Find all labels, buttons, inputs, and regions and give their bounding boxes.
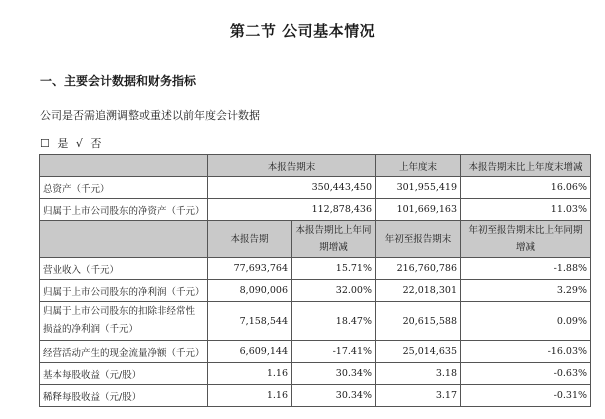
table-header-cell: 本报告期末比上年度末增减 <box>461 155 591 177</box>
check-mark-icon: √ <box>75 137 83 150</box>
table-cell: 16.06% <box>461 177 591 199</box>
table-row <box>40 221 591 258</box>
table-cell: 30.34% <box>292 363 376 385</box>
table-row <box>40 363 591 385</box>
table-cell: 3.18 <box>376 363 461 385</box>
row-label: 归属于上市公司股东的净资产（千元） <box>40 199 208 221</box>
row-label: 营业收入（千元） <box>40 258 208 280</box>
table-header-cell <box>40 155 208 177</box>
page-title: 第二节 公司基本情况 <box>229 22 376 40</box>
table-cell: -17.41% <box>292 341 376 363</box>
row-label: 经营活动产生的现金流量净额（千元） <box>40 341 208 363</box>
row-label: 归属于上市公司股东的扣除非经常性损益的净利润（千元） <box>40 302 208 341</box>
table-cell: 350,443,450 <box>208 177 376 199</box>
row-label: 总资产（千元） <box>40 177 208 199</box>
table-cell: 3.29% <box>461 280 591 302</box>
table-cell: 30.34% <box>292 385 376 407</box>
table-cell: -0.63% <box>461 363 591 385</box>
table-cell: 32.00% <box>292 280 376 302</box>
table-cell: 22,018,301 <box>376 280 461 302</box>
table-cell: 301,955,419 <box>376 177 461 199</box>
row-label: 稀释每股收益（元/股） <box>40 385 208 407</box>
table-cell: 216,760,786 <box>376 258 461 280</box>
table-cell: 1.16 <box>208 363 292 385</box>
table-header-cell: 上年度末 <box>376 155 461 177</box>
table-cell: -0.31% <box>461 385 591 407</box>
table-cell: 25,014,635 <box>376 341 461 363</box>
checkbox-icon: ☐ <box>40 137 50 150</box>
table-cell: 6,609,144 <box>208 341 292 363</box>
table-cell: 7,158,544 <box>208 302 292 341</box>
table-row <box>40 258 591 280</box>
restatement-question: 公司是否需追溯调整或重述以前年度会计数据 <box>40 109 260 122</box>
table-cell: 3.17 <box>376 385 461 407</box>
table-cell: 112,878,436 <box>208 199 376 221</box>
table-cell: 77,693,764 <box>208 258 292 280</box>
restatement-answer <box>40 135 105 151</box>
table-cell: 0.09% <box>461 302 591 341</box>
table-row <box>40 302 591 341</box>
table-row <box>40 177 591 199</box>
table-cell: 8,090,006 <box>208 280 292 302</box>
table-header-cell: 年初至报告期末比上年同期增减 <box>461 221 591 258</box>
table-row <box>40 385 591 407</box>
table-cell: 20,615,588 <box>376 302 461 341</box>
table-row <box>40 341 591 363</box>
answer-no-label: 是 <box>57 137 69 150</box>
table-cell: 1.16 <box>208 385 292 407</box>
table-row <box>40 155 591 177</box>
table-cell: -1.88% <box>461 258 591 280</box>
table-header-cell: 本报告期末 <box>208 155 376 177</box>
table-row <box>40 199 591 221</box>
section-heading: 一、主要会计数据和财务指标 <box>40 74 197 88</box>
table-header-cell <box>40 221 208 258</box>
financial-data-table <box>39 154 591 407</box>
table-cell: 11.03% <box>461 199 591 221</box>
row-label: 基本每股收益（元/股） <box>40 363 208 385</box>
table-header-cell: 本报告期比上年同期增减 <box>292 221 376 258</box>
answer-yes-label: 否 <box>90 137 102 150</box>
table-header-cell: 年初至报告期末 <box>376 221 461 258</box>
table-cell: -16.03% <box>461 341 591 363</box>
table-header-cell: 本报告期 <box>208 221 292 258</box>
table-cell: 18.47% <box>292 302 376 341</box>
row-label: 归属于上市公司股东的净利润（千元） <box>40 280 208 302</box>
table-cell: 15.71% <box>292 258 376 280</box>
table-cell: 101,669,163 <box>376 199 461 221</box>
table-row <box>40 280 591 302</box>
